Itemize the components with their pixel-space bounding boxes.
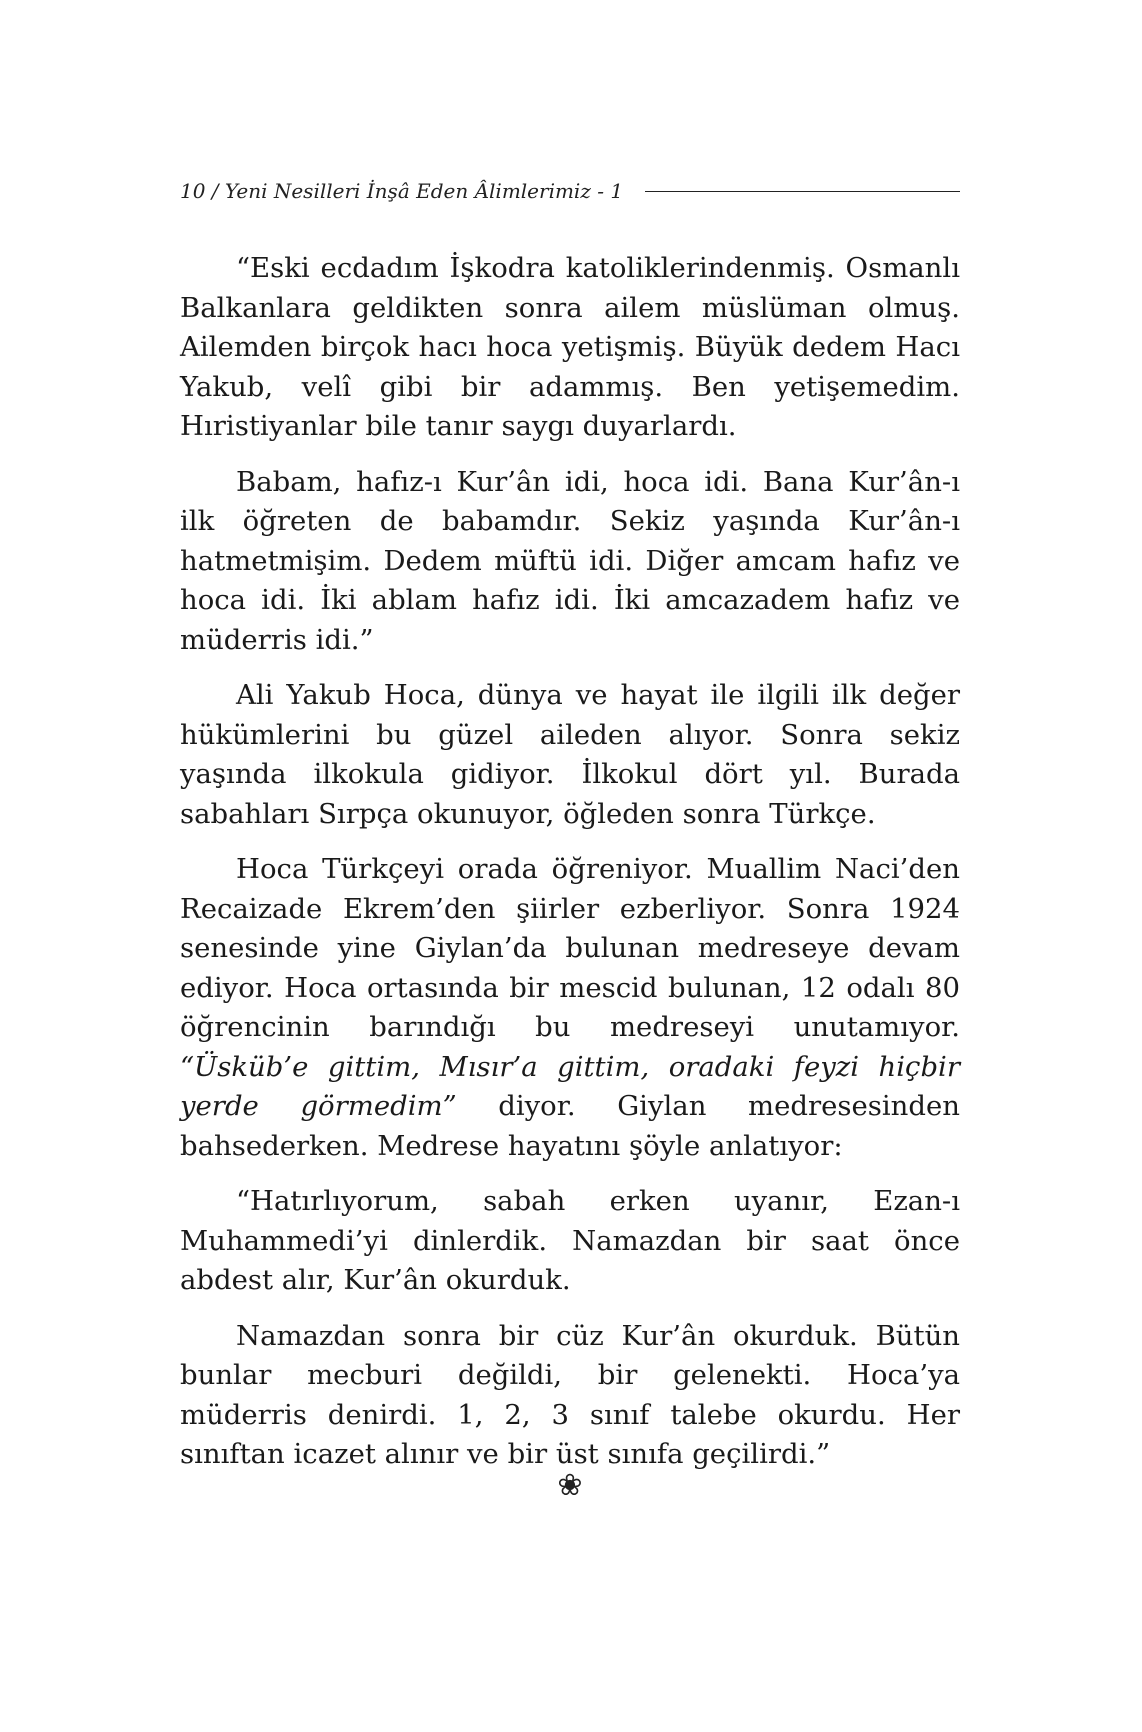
paragraph-4-text-before: Hoca Türkçeyi orada öğreniyor. Muallim Naci’den Recaizade Ekrem’den şiirler ezberliyor. Sonra 1924 senesinde yine Giylan’da bulunan medreseye devam ediyor. Hoca ortasında bir mescid bulunan, 12 odalı 80 öğrencinin barındığı bu medreseyi unutamıyor. xyxy=(180,853,960,1043)
book-page xyxy=(180,0,960,1732)
paragraph-6: Namazdan sonra bir cüz Kur’ân okurduk. Bütün bunlar mecburi değildi, bir gelenekti. Hoca’ya müderris denirdi. 1, 2, 3 sınıf talebe okurdu. Her sınıftan icazet alınır ve bir üst sınıfa geçilirdi.” xyxy=(180,1319,960,1470)
body-text xyxy=(180,249,960,1491)
running-header xyxy=(180,176,960,206)
paragraph-3: Ali Yakub Hoca, dünya ve hayat ile ilgili ilk değer hükümlerini bu güzel aileden alıyor. Sonra sekiz yaşında ilkokula gidiyor. İlkokul dört yıl. Burada sabahları Sırpça okunuyor, öğleden sonra Türkçe. xyxy=(180,679,960,830)
paragraph-4 xyxy=(180,850,960,1166)
paragraph-2: Babam, hafız-ı Kur’ân idi, hoca idi. Bana Kur’ân-ı ilk öğreten de babamdır. Sekiz yaşında Kur’ân-ı hatmetmişim. Dedem müftü idi. Diğer amcam hafız ve hoca idi. İki ablam hafız idi. İki amcazadem hafız ve müderris idi.” xyxy=(180,465,960,656)
header-rule xyxy=(645,191,960,192)
paragraph-4-italic-quote: “Üsküb’e gittim, Mısır’a gittim, oradaki feyzi hiçbir yerde görmedim” xyxy=(180,1050,960,1122)
paragraph-5: “Hatırlıyorum, sabah erken uyanır, Ezan-ı Muhammedi’yi dinlerdik. Namazdan bir saat önce abdest alır, Kur’ân okurduk. xyxy=(180,1185,960,1296)
paragraph-1: “Eski ecdadım İşkodra katoliklerindenmiş. Osmanlı Balkanlara geldikten sonra ailem müslüman olmuş. Ailemden birçok hacı hoca yetişmiş. Büyük dedem Hacı Yakub, velî gibi bir adammış. Ben yetişemedim. Hıristiyanlar bile tanır saygı duyarlardı. xyxy=(180,252,960,442)
paragraph-4-text-after: diyor. Giylan medresesinden bahsederken. Medrese hayatını şöyle anlatıyor: xyxy=(180,1090,960,1162)
flower-ornament-icon: ❀ xyxy=(557,1468,583,1503)
running-head-text: 10 / Yeni Nesilleri İnşâ Eden Âlimlerimiz - 1 xyxy=(180,179,624,203)
